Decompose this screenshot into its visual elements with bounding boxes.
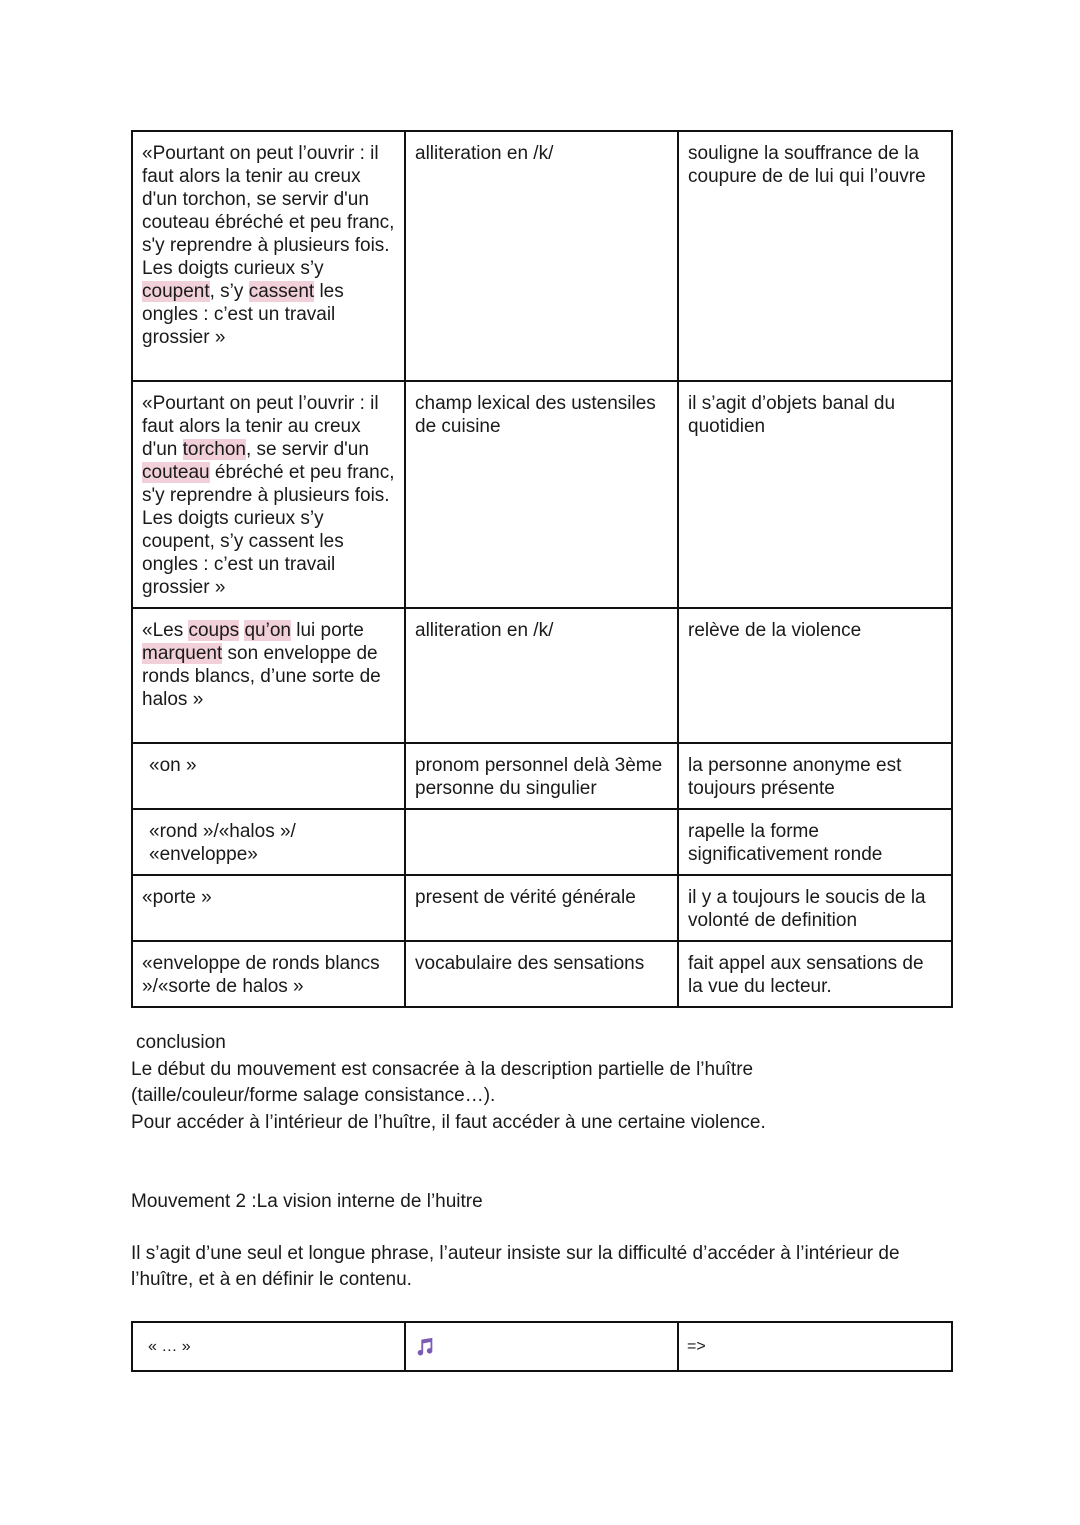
figure-cell: alliteration en /k/ — [405, 608, 678, 743]
table-row — [132, 381, 952, 608]
highlighted-word: qu’on — [244, 620, 291, 641]
conclusion-line-2: Pour accéder à l’intérieur de l’huître, il faut accéder à une certaine violence. — [131, 1112, 766, 1133]
quote-text — [142, 754, 197, 777]
table-row — [132, 743, 952, 809]
quote-cell — [132, 1322, 405, 1371]
table-row — [132, 131, 952, 381]
quote-cell — [132, 941, 405, 1007]
quote-fragment: «Pourtant on peut l’ouvrir : il faut alors la tenir au creux d'un torchon, se servir d'un couteau ébréché et peu franc, s'y reprendre à plusieurs fois. Les doigts curieux s’y — [142, 143, 395, 279]
quote-text — [142, 620, 381, 710]
effect-cell: il s’agit d’objets banal du quotidien — [678, 381, 952, 608]
analysis-table — [131, 130, 953, 1008]
conclusion-heading: conclusion — [136, 1032, 226, 1053]
quote-cell — [132, 608, 405, 743]
arrow-text: => — [687, 1338, 706, 1355]
table-row — [132, 608, 952, 743]
quote-fragment: ébréché et peu franc, s'y reprendre à plusieurs fois. Les doigts curieux s’y coupent, s’y cassent les ongles : c’est un travail grossier » — [142, 462, 395, 598]
quote-fragment: «rond »/«halos »/ «enveloppe» — [149, 821, 296, 865]
figure-cell — [405, 1322, 678, 1371]
figure-cell: pronom personnel delà 3ème personne du singulier — [405, 743, 678, 809]
movement-2-title: Mouvement 2 :La vision interne de l’huitre — [131, 1191, 483, 1212]
highlighted-word: coups — [188, 620, 240, 641]
quote-cell — [132, 875, 405, 941]
quote-cell — [132, 381, 405, 608]
quote-fragment: «Les — [142, 620, 189, 641]
quote-fragment: , se servir d'un — [245, 439, 369, 460]
figure-cell — [405, 809, 678, 875]
highlighted-word: coupent — [142, 281, 210, 302]
quote-text — [142, 393, 394, 598]
table-row — [132, 809, 952, 875]
quote-text — [142, 820, 396, 866]
effect-cell: rapelle la forme significativement ronde — [678, 809, 952, 875]
quote-text — [142, 143, 394, 348]
figure-cell: present de vérité générale — [405, 875, 678, 941]
effect-cell: il y a toujours le soucis de la volonté de definition — [678, 875, 952, 941]
effect-cell — [678, 1322, 952, 1371]
figure-cell: alliteration en /k/ — [405, 131, 678, 381]
highlighted-word: marquent — [142, 643, 223, 664]
music-note-icon — [414, 1336, 436, 1358]
figure-cell: vocabulaire des sensations — [405, 941, 678, 1007]
quote-fragment: «porte » — [142, 887, 212, 908]
quote-fragment: son enveloppe de ronds blancs, d’une sorte de halos » — [142, 643, 381, 710]
effect-cell: souligne la souffrance de la coupure de de lui qui l’ouvre — [678, 131, 952, 381]
highlighted-word: couteau — [142, 462, 210, 483]
quote-fragment: lui porte — [290, 620, 364, 641]
quote-text: « … » — [148, 1338, 191, 1355]
table-row — [132, 1322, 952, 1371]
effect-cell: fait appel aux sensations de la vue du lecteur. — [678, 941, 952, 1007]
quote-cell — [132, 131, 405, 381]
quote-fragment: «on » — [149, 755, 197, 776]
quote-fragment: les ongles : c’est un travail grossier » — [142, 281, 344, 348]
movement-2-intro: Il s’agit d’une seul et longue phrase, l’auteur insiste sur la difficulté d’accéder à l’intérieur de l’huître, et à en définir le contenu. — [131, 1243, 900, 1290]
quote-text — [142, 887, 212, 908]
quote-cell — [132, 809, 405, 875]
quote-fragment: , s’y — [209, 281, 249, 302]
quote-cell — [132, 743, 405, 809]
highlighted-word: torchon — [182, 439, 246, 460]
effect-cell: la personne anonyme est toujours présente — [678, 743, 952, 809]
highlighted-word: cassent — [248, 281, 315, 302]
table-row — [132, 875, 952, 941]
figure-cell: champ lexical des ustensiles de cuisine — [405, 381, 678, 608]
quote-fragment: «Pourtant on peut l’ouvrir : il faut alors la tenir au creux d'un — [142, 393, 379, 460]
quote-table — [131, 1321, 953, 1372]
quote-text — [142, 953, 380, 997]
effect-cell: relève de la violence — [678, 608, 952, 743]
table-row — [132, 941, 952, 1007]
quote-fragment: «enveloppe de ronds blancs »/«sorte de halos » — [142, 953, 380, 997]
conclusion-line-1: Le début du mouvement est consacrée à la description partielle de l’huître (taille/couleur/forme salage consistance…). — [131, 1059, 754, 1106]
